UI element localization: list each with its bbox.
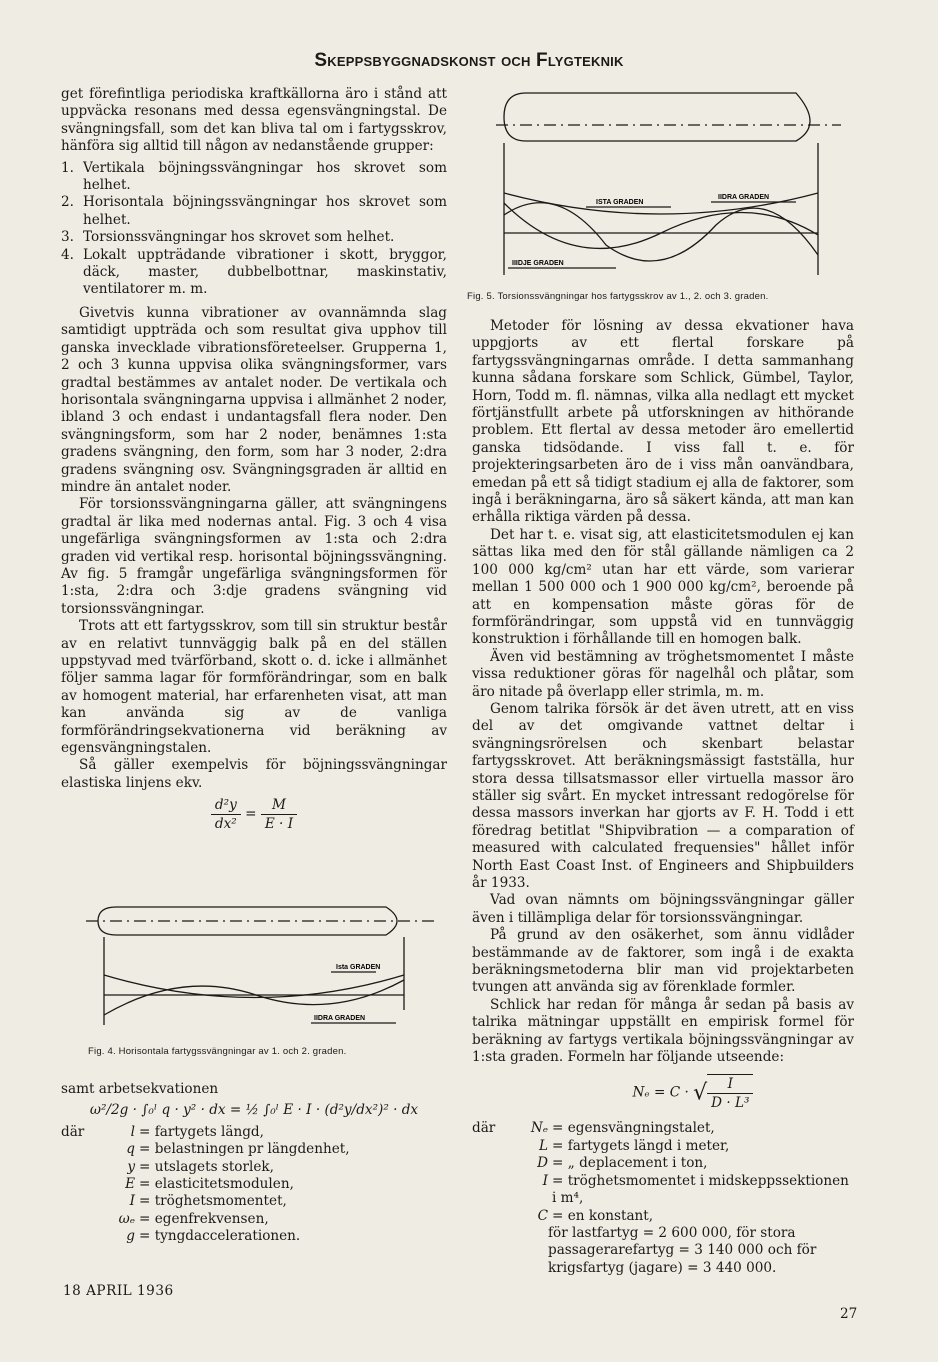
right-column bbox=[472, 318, 854, 1277]
left-column bbox=[61, 86, 447, 839]
definition-row bbox=[61, 1193, 447, 1210]
definition-text: = „ deplacement i ton, bbox=[552, 1155, 708, 1172]
definition-text: = belastningen pr längdenhet, bbox=[139, 1141, 350, 1158]
formula-numerator: I bbox=[707, 1075, 753, 1094]
paragraph: För torsionssvängningarna gäller, att svängningens gradtal är lika med nodernas antal. Fig. 3 och 4 visa ungefärliga svängningsformen av 1:sta och 2:dra graden vid vertikal resp. horisontal böjningssvängning. Av fig. 5 framgår ungefärliga svängningsformen för 1:sta, 2:dra och 3:dje gradens svängning vid torsionssvängningar. bbox=[61, 496, 447, 617]
definition-symbol: L bbox=[538, 1137, 548, 1154]
definition-text: = tröghetsmomentet i midskeppssektionen i m⁴, bbox=[552, 1172, 849, 1207]
constant-values: för lastfartyg = 2 600 000, för stora passagerarefartyg = 3 140 000 och för krigsfartyg (jagare) = 3 440 000. bbox=[548, 1224, 817, 1276]
symbol-definitions bbox=[61, 1124, 447, 1246]
list-text: Vertikala böjningssvängningar hos skrovet som helhet. bbox=[83, 159, 447, 194]
formula-denominator: D · L³ bbox=[711, 1095, 750, 1112]
definition-symbol: I bbox=[129, 1193, 135, 1210]
fig5-diagram bbox=[496, 85, 841, 280]
list-number: 1. bbox=[61, 159, 74, 176]
work-equation-block bbox=[61, 1081, 447, 1246]
definition-row bbox=[472, 1155, 854, 1172]
definition-symbol: l bbox=[130, 1123, 135, 1140]
list-number: 4. bbox=[61, 246, 74, 263]
definition-symbol: ωₑ bbox=[118, 1210, 135, 1227]
definition-row bbox=[472, 1138, 854, 1155]
definition-symbol: Nₑ bbox=[530, 1120, 548, 1137]
definition-text: = egenfrekvensen, bbox=[139, 1210, 269, 1227]
paragraph: Givetvis kunna vibrationer av ovannämnda slag samtidigt uppträda och som resultat giva upphov till ganska invecklade vibrationsföreteelser. Grupperna 1, 2 och 3 kunna uppvisa olika svängningsformer, vars gradtal bestämmes av antalet noder. De vertikala och horisontala svängningarna uppvisa i allmänhet 2 noder, ibland 3 och endast i undantagsfall flera noder. Den svängningsform, som har 2 noder, benämnes 1:sta gradens svängning, den form, som har 3 noder, 2:dra gradens svängning osv. Svängningsgraden är alltid en mindre än antalet noder. bbox=[61, 304, 447, 495]
definition-symbol: I bbox=[542, 1172, 548, 1189]
definition-symbol: C bbox=[537, 1207, 548, 1224]
definition-text: = egensvängningstalet, bbox=[552, 1120, 715, 1137]
fig4-label-2nd: IIDRA GRADEN bbox=[314, 1015, 366, 1022]
formula-equals: = bbox=[245, 806, 257, 823]
definition-row bbox=[61, 1228, 447, 1245]
definition-row bbox=[61, 1141, 447, 1158]
paragraph: Även vid bestämning av tröghetsmomentet I måste vissa reduktioner göras för nagelhål och plåtar, som äro nitade på överlapp eller strimla, m. m. bbox=[472, 648, 854, 700]
definition-text: = utslagets storlek, bbox=[139, 1158, 274, 1175]
definition-row bbox=[61, 1124, 447, 1141]
definition-lead: där bbox=[472, 1120, 496, 1137]
work-equation: ω²/2g · ∫₀ˡ q · y² · dx = ½ ∫₀ˡ E · I · (d²y/dx²)² · dx bbox=[89, 1102, 419, 1119]
definition-row bbox=[472, 1208, 854, 1225]
vibration-groups-list bbox=[61, 160, 447, 299]
sqrt-icon: √ bbox=[693, 1080, 708, 1106]
definition-symbol: D bbox=[537, 1155, 548, 1172]
definition-symbol: E bbox=[125, 1176, 135, 1193]
mode3-curve bbox=[504, 203, 818, 261]
definition-row bbox=[61, 1159, 447, 1176]
list-number: 3. bbox=[61, 229, 74, 246]
fig4-label-1st: Ista GRADEN bbox=[336, 964, 381, 971]
fig4-caption: Fig. 4. Horisontala fartygssvängningar av 1. och 2. graden. bbox=[88, 1046, 347, 1057]
formula-lhs: Nₑ = C · bbox=[632, 1084, 689, 1101]
formula-denominator: E · I bbox=[264, 816, 294, 833]
running-head: Skeppsbyggnadskonst och Flygteknik bbox=[314, 50, 624, 71]
fig5-label-1st: ISTA GRADEN bbox=[596, 199, 644, 206]
fig4-diagram bbox=[86, 895, 436, 1035]
list-text: Lokalt uppträdande vibrationer i skott, bryggor, däck, master, dubbelbottnar, maskinstativ, ventilatorer m. m. bbox=[83, 246, 447, 298]
definition-text: = tröghetsmomentet, bbox=[139, 1193, 287, 1210]
list-text: Torsionssvängningar hos skrovet som helhet. bbox=[83, 229, 395, 246]
list-item bbox=[61, 160, 447, 195]
schlick-formula bbox=[532, 1074, 854, 1112]
formula-numerator: d²y bbox=[211, 796, 241, 815]
formula-denominator: dx² bbox=[214, 816, 237, 833]
list-item bbox=[61, 194, 447, 229]
list-item bbox=[61, 247, 447, 299]
definition-text: = fartygets längd i meter, bbox=[552, 1137, 730, 1154]
paragraph: Vad ovan nämnts om böjningssvängningar gäller även i tillämpliga delar för torsionssvängningar. bbox=[472, 892, 854, 926]
list-number: 2. bbox=[61, 194, 74, 211]
definition-row bbox=[61, 1211, 447, 1228]
fig5-label-2nd: IIDRA GRADEN bbox=[718, 194, 770, 201]
definition-symbol: q bbox=[126, 1141, 135, 1158]
intro-paragraph: get förefintliga periodiska kraftkällorna äro i stånd att uppväcka resonans med dessa egensvängningstal. De svängningsfall, som det kan bliva tal om i fartygsskrov, hänföra sig alltid till någon av nedanstående grupper: bbox=[61, 86, 447, 155]
definition-row bbox=[472, 1173, 854, 1208]
page-number: 27 bbox=[840, 1306, 858, 1322]
paragraph: Så gäller exempelvis för böjningssvängningar elastiska linjens ekv. bbox=[61, 757, 447, 791]
mode2-curve bbox=[504, 203, 818, 248]
equation-intro: samt arbetsekvationen bbox=[61, 1081, 219, 1097]
definition-symbol: y bbox=[127, 1158, 135, 1175]
fig5-label-3rd: IIIDJE GRADEN bbox=[512, 260, 564, 267]
schlick-definitions bbox=[472, 1120, 854, 1277]
definition-text: = tyngdaccelerationen. bbox=[139, 1228, 301, 1245]
issue-date: 18 APRIL 1936 bbox=[63, 1283, 174, 1299]
definition-text: = en konstant, bbox=[552, 1207, 654, 1224]
paragraph: Trots att ett fartygsskrov, som till sin struktur består av en relativt tunnväggig balk på en del ställen uppstyvad med tvärförband, skott o. d. icke i allmänhet följer samma lagar för formförändringar, som en balk av homogent material, har erfarenheten visat, att man kan använda sig av de vanliga formförändringsekvationerna vid beräkning av egensvängningstalen. bbox=[61, 618, 447, 757]
list-text: Horisontala böjningssvängningar hos skrovet som helhet. bbox=[83, 194, 447, 228]
paragraph: Schlick har redan för många år sedan på basis av talrika mätningar uppställt en empirisk formel för beräkning av fartygs vertikala böjningssvängningar av 1:sta graden. Formeln har följande utseende: bbox=[472, 996, 854, 1066]
paragraph: Det har t. e. visat sig, att elasticitetsmodulen ej kan sättas lika med den för stål gällande nämligen ca 2 100 000 kg/cm² utan har ett värde, som varierar mellan 1 500 000 och 1 900 000 kg/cm², beroende på att en kompensation måste göras för de formförändringar, som uppstå vid en tunnväggig konstruktion i förhållande till en homogen balk. bbox=[472, 526, 854, 648]
definition-text: = elasticitetsmodulen, bbox=[139, 1176, 294, 1193]
fig5-caption: Fig. 5. Torsionssvängningar hos fartygsskrov av 1., 2. och 3. graden. bbox=[467, 291, 769, 302]
formula-numerator: M bbox=[261, 796, 297, 815]
paragraph: På grund av den osäkerhet, som ännu vidlåder bestämmande av de faktorer, som ingå i de exakta beräkningsmetoderna blir man vid projektarbeten tvungen att använda sig av förenklade formler. bbox=[472, 927, 854, 996]
paragraph: Metoder för lösning av dessa ekvationer hava uppgjorts av ett flertal forskare på fartygssvängningarnas område. I detta sammanhang kunna sådana forskare som Schlick, Gümbel, Taylor, Horn, Todd m. fl. nämnas, vilka alla nedlagt ett mycket förtjänstfullt arbete på utforskningen av hithörande problem. Ett flertal av dessa metoder äro emellertid ganska tidsödande. I viss fall t. e. för projekteringsarbeten äro de i viss mån oanvändbara, emedan på ett så tidigt stadium ej alla de faktorer, som ingå i beräkningarna, äro så säkert kända, att man kan erhålla riktiga värden på dessa. bbox=[472, 318, 854, 526]
definition-lead: där bbox=[61, 1123, 85, 1140]
definition-text: = fartygets längd, bbox=[139, 1123, 264, 1140]
definition-row bbox=[472, 1120, 854, 1137]
definition-symbol: g bbox=[126, 1228, 135, 1245]
definition-row bbox=[61, 1176, 447, 1193]
elastic-line-formula bbox=[61, 796, 447, 833]
paragraph: Genom talrika försök är det även utrett, att en viss del av det omgivande vattnet deltar i svängningsrörelsen och skenbart belastar fartygsskrovet. Att beräkningsmässigt fastställa, hur stora dessa tillsatsmassor eller virtuella massor äro ställer sig svårt. En mycket intressant redogörelse för dessa massors inverkan har gjorts av F. H. Todd i ett föredrag betitlat "Shipvibration — a comparation of measured with calculated frequensies" hållet inför North East Coast Inst. of Engineers and Shipbuilders år 1933. bbox=[472, 700, 854, 891]
list-item bbox=[61, 229, 447, 246]
hull-outline bbox=[504, 93, 810, 141]
